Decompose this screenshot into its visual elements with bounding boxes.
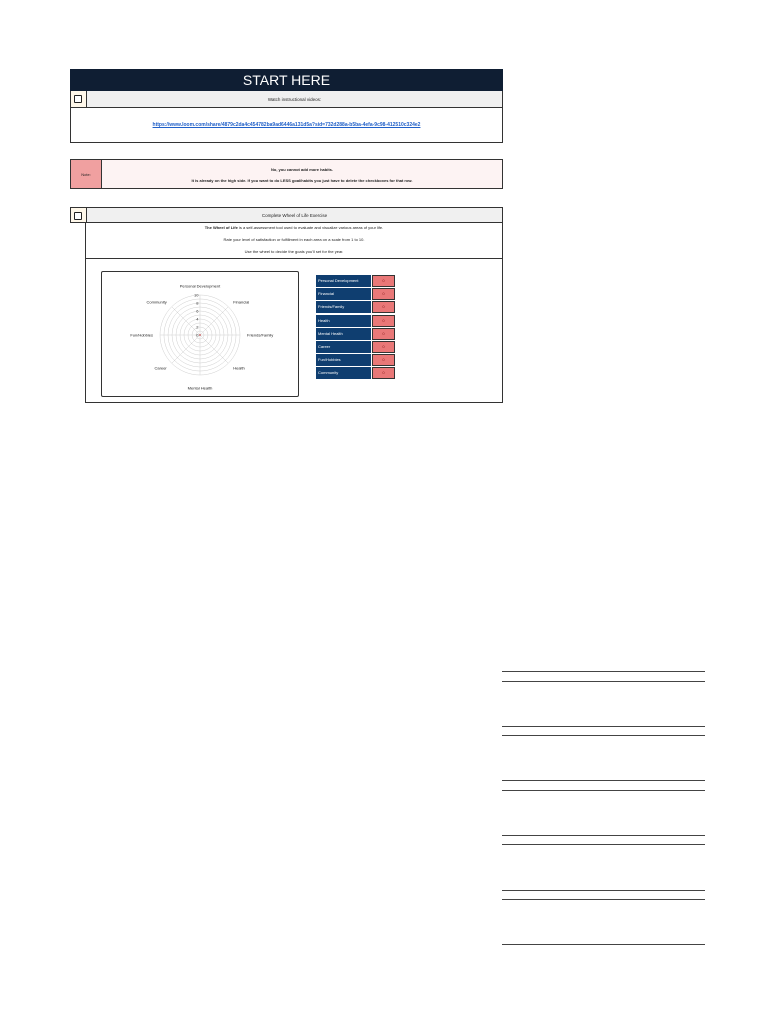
wheel-of-life-checkbox[interactable] <box>74 212 82 220</box>
score-category-label: Career <box>316 341 371 353</box>
loom-video-link[interactable]: https://www.loom.com/share/4879c2da4c454782ba9ad6446a131d5a?sid=732d288a-b5ba-4efa-9c98-412510c324e2 <box>152 122 421 128</box>
wheel-description-bold: The Wheel of Life <box>204 225 238 230</box>
start-here-header: START HERE <box>70 69 503 91</box>
radar-category-label: Mental Health <box>187 385 213 391</box>
score-input[interactable]: 0 <box>372 328 395 340</box>
divider-line <box>502 790 705 791</box>
score-category-label: Personal Development <box>316 275 371 287</box>
note-box <box>70 159 503 189</box>
score-input[interactable]: 0 <box>372 301 395 313</box>
score-row <box>316 367 403 379</box>
score-category-label: Mental Health <box>316 328 371 340</box>
radar-tick-label: 2 <box>196 324 199 330</box>
divider-line <box>502 726 705 727</box>
watch-videos-label: Watch instructional videos: <box>267 96 322 102</box>
divider-line <box>502 735 705 736</box>
radar-chart-svg <box>102 272 298 396</box>
wheel-description-line-2: Rate your level of satisfaction or fulfillment in each area on a scale from 1 to 10. <box>223 237 365 242</box>
score-input[interactable]: 0 <box>372 354 395 366</box>
radar-tick-label: 8 <box>196 300 199 306</box>
wheel-of-life-body <box>85 223 503 403</box>
radar-category-label: Financial <box>233 299 250 305</box>
note-line-2: It is already on the high side. If you want to do LESS goal/habits you just have to delete the checkboxes for that row. <box>191 178 413 183</box>
wheel-of-life-header: Complete Wheel of Life Exercise <box>261 212 328 218</box>
watch-videos-checkbox[interactable] <box>74 95 82 103</box>
score-row <box>316 328 403 340</box>
score-category-label: Health <box>316 315 371 327</box>
radar-category-label: Community <box>146 299 167 305</box>
wheel-description-rest: is a self-assessment tool used to evaluate and visualize various areas of your life. <box>237 225 384 230</box>
radar-category-label: Friends/Family <box>247 332 274 338</box>
divider-line <box>502 899 705 900</box>
note-line-1: No, you cannot add more habits. <box>270 167 333 172</box>
score-category-label: Friends/Family <box>316 301 371 313</box>
score-category-label: Fun/Hobbies <box>316 354 371 366</box>
note-label: Note: <box>71 160 102 188</box>
wheel-description-line-3: Use the wheel to decide the goals you'll set for the year. <box>244 249 344 254</box>
watch-videos-row <box>70 91 503 108</box>
wheel-description-line-1 <box>86 225 502 230</box>
score-row <box>316 354 403 366</box>
score-row <box>316 275 403 287</box>
score-table <box>316 275 403 381</box>
wheel-of-life-row <box>70 207 503 223</box>
score-row <box>316 341 403 353</box>
radar-tick-label: 4 <box>196 316 199 322</box>
score-row <box>316 301 403 313</box>
divider-line <box>502 780 705 781</box>
score-input[interactable]: 0 <box>372 367 395 379</box>
note-text <box>102 160 502 188</box>
score-input[interactable]: 0 <box>372 341 395 353</box>
radar-data-point <box>199 334 200 335</box>
video-link-row <box>70 108 503 143</box>
score-input[interactable]: 0 <box>372 275 395 287</box>
divider-line <box>502 890 705 891</box>
radar-tick-label: 6 <box>196 308 199 314</box>
score-category-label: Community <box>316 367 371 379</box>
radar-category-label: Health <box>233 365 245 371</box>
radar-category-label: Fun/Hobbies <box>130 332 153 338</box>
checkbox-cell <box>71 91 87 107</box>
wheel-of-life-chart <box>101 271 299 397</box>
radar-category-label: Career <box>154 365 167 371</box>
divider-line <box>502 944 705 945</box>
score-category-label: Financial <box>316 288 371 300</box>
divider-line <box>502 671 705 672</box>
radar-tick-label: 10 <box>194 292 199 298</box>
score-input[interactable]: 0 <box>372 315 395 327</box>
divider-line <box>502 835 705 836</box>
score-row <box>316 315 403 327</box>
score-input[interactable]: 0 <box>372 288 395 300</box>
wheel-description <box>86 223 502 259</box>
score-row <box>316 288 403 300</box>
radar-tick-label: 0 <box>196 332 199 338</box>
divider-line <box>502 844 705 845</box>
radar-category-label: Personal Development <box>179 283 221 289</box>
divider-line <box>502 681 705 682</box>
checkbox-cell <box>71 208 87 222</box>
